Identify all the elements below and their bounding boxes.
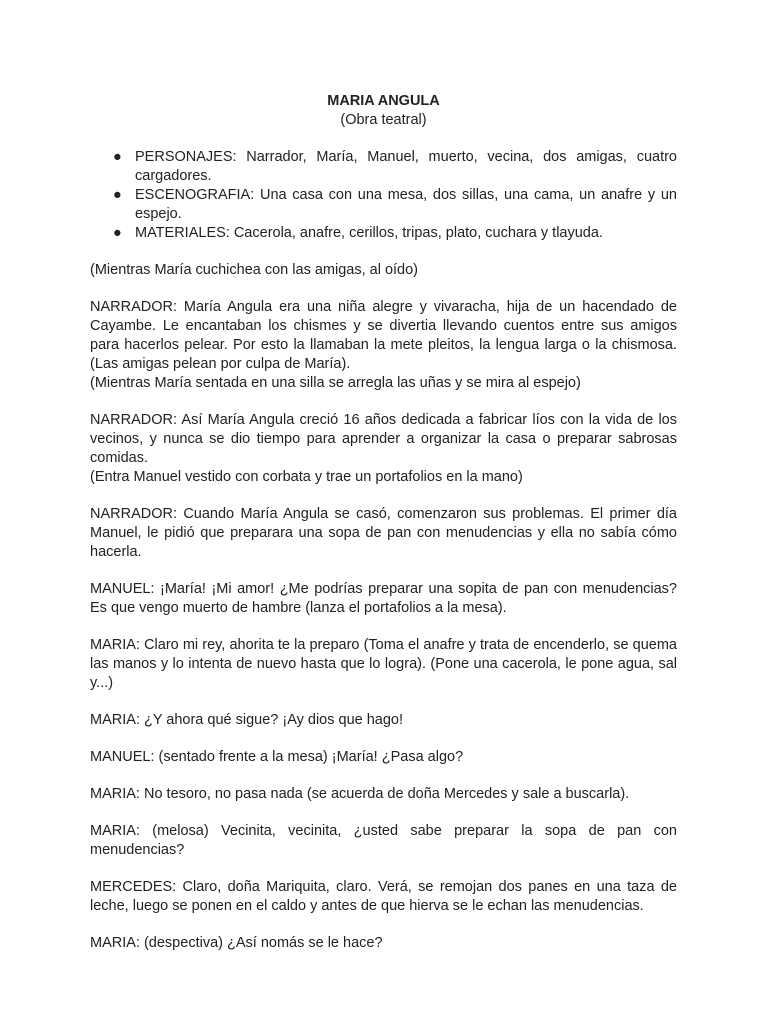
dialogue-paragraph (90, 878, 677, 916)
dialogue-paragraph (90, 822, 677, 860)
stage-direction-line: (Mientras María sentada en una silla se arregla las uñas y se mira al espejo) (90, 375, 581, 391)
paragraph-line: NARRADOR: María Angula era una niña alegre y vivaracha, hija de un hacendado de Cayambe. Le encantaban los chismes y se divertia llevando cuentos entre sus amigos para hacerlos pelear. Por esto la llamaban la mete pleitos, la lengua larga o la chismosa. (Las amigas pelean por culpa de María). (90, 299, 677, 372)
paragraph-line: MERCEDES: Claro, doña Mariquita, claro. Verá, se remojan dos panes en una taza de leche, luego se ponen en el caldo y antes de que hierva se le echan las menudencias. (90, 879, 677, 914)
paragraph-line: MARIA: (melosa) Vecinita, vecinita, ¿usted sabe preparar la sopa de pan con menudencias? (90, 823, 677, 858)
bullet-icon: ● (113, 187, 122, 203)
paragraph-line: MANUEL: ¡María! ¡Mi amor! ¿Me podrías preparar una sopita de pan con menudencias? Es que vengo muerto de hambre (lanza el portafolios a la mesa). (90, 581, 677, 616)
dialogue-paragraph (90, 636, 677, 693)
paragraph-line: NARRADOR: Cuando María Angula se casó, comenzaron sus problemas. El primer día Manuel, le pidió que preparara una sopa de pan con menudencias y ella no sabía cómo hacerla. (90, 506, 677, 560)
paragraph-line: MARIA: ¿Y ahora qué sigue? ¡Ay dios que hago! (90, 712, 404, 728)
dialogue-paragraph (90, 934, 677, 953)
paragraph-line: NARRADOR: Así María Angula creció 16 años dedicada a fabricar líos con la vida de los vecinos, y nunca se dio tiempo para aprender a organizar la casa o preparar sabrosas comidas. (90, 412, 677, 466)
bullet-icon: ● (113, 225, 122, 241)
paragraph-line: MANUEL: (sentado frente a la mesa) ¡María! ¿Pasa algo? (90, 749, 464, 765)
info-item-materiales (113, 224, 677, 243)
dialogue-paragraph (90, 785, 677, 804)
paragraph-line: MARIA: No tesoro, no pasa nada (se acuerda de doña Mercedes y sale a buscarla). (90, 786, 630, 802)
dialogue-paragraph (90, 580, 677, 618)
dialogue-paragraph (90, 748, 677, 767)
info-item-text: PERSONAJES: Narrador, María, Manuel, muerto, vecina, dos amigas, cuatro cargadores. (135, 149, 677, 184)
document-subtitle: (Obra teatral) (340, 112, 427, 128)
paragraph-line: MARIA: (despectiva) ¿Así nomás se le hace? (90, 935, 383, 951)
dialogue-paragraph (90, 711, 677, 730)
narrator-paragraph (90, 505, 677, 562)
info-item-personajes (113, 148, 677, 186)
narrator-paragraph (90, 298, 677, 393)
paragraph-line: MARIA: Claro mi rey, ahorita te la preparo (Toma el anafre y trata de encenderlo, se quema las manos y lo intenta de nuevo hasta que lo logra). (Pone una cacerola, le pone agua, sal y...) (90, 637, 677, 691)
document-title: MARIA ANGULA (327, 93, 440, 109)
paragraph-line: (Mientras María cuchichea con las amigas, al oído) (90, 262, 419, 278)
document-page (90, 92, 677, 971)
info-item-text: MATERIALES: Cacerola, anafre, cerillos, tripas, plato, cuchara y tlayuda. (135, 225, 603, 241)
info-item-text: ESCENOGRAFIA: Una casa con una mesa, dos sillas, una cama, un anafre y un espejo. (135, 187, 677, 222)
info-item-escenografia (113, 186, 677, 224)
stage-direction-paragraph (90, 261, 677, 280)
bullet-icon: ● (113, 149, 122, 165)
narrator-paragraph (90, 411, 677, 487)
stage-direction-line: (Entra Manuel vestido con corbata y trae un portafolios en la mano) (90, 469, 523, 485)
info-list (90, 148, 677, 243)
